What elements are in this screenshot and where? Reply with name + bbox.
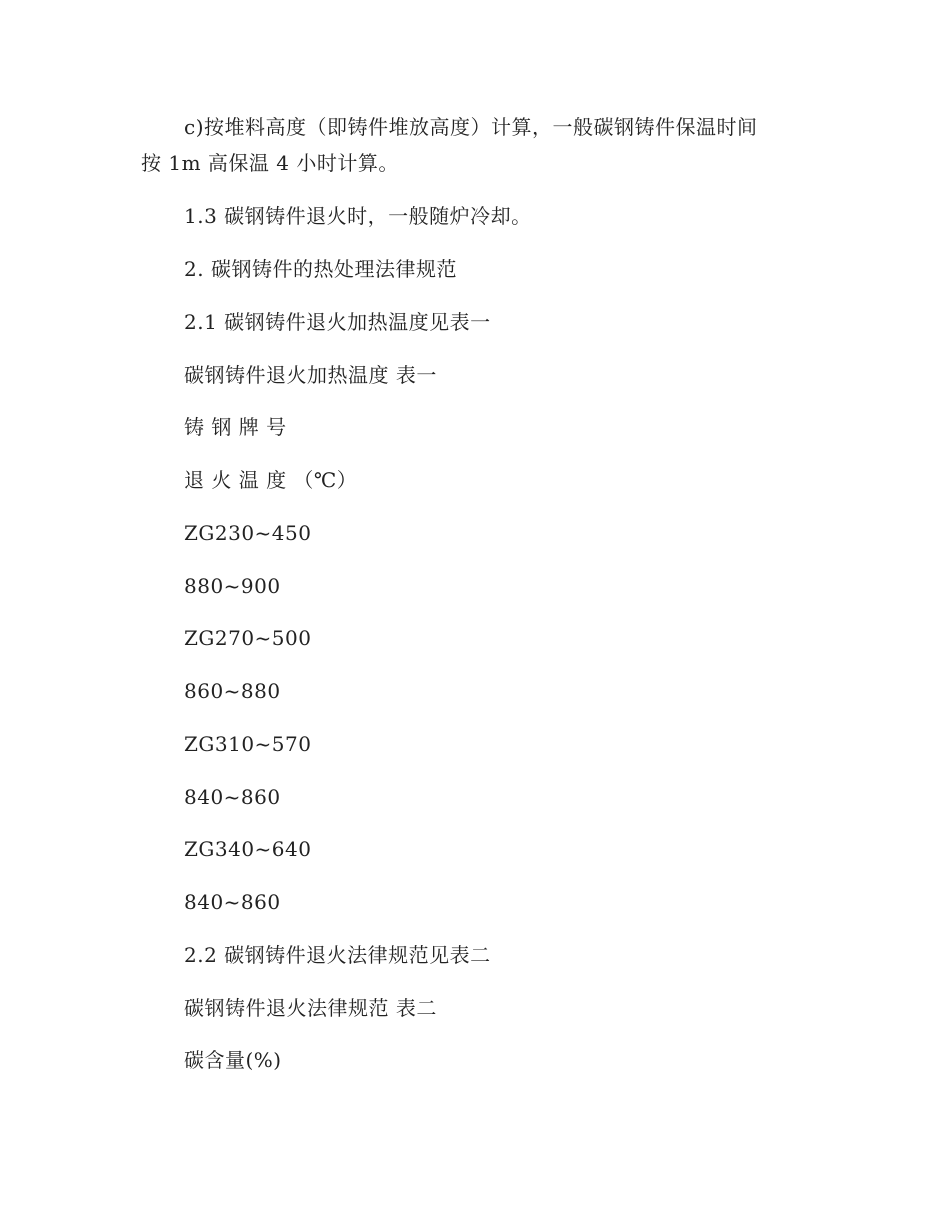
table-cell-temperature: 840~860 (184, 785, 281, 809)
table-cell-temperature: 880~900 (184, 574, 281, 598)
table-cell-temperature: 860~880 (184, 679, 281, 703)
table-cell-grade: ZG230~450 (184, 521, 312, 545)
section-heading: 2. 碳钢铸件的热处理法律规范 (184, 257, 457, 281)
table-caption: 碳钢铸件退火法律规范 表二 (184, 996, 437, 1020)
paragraph-line: 1.3 碳钢铸件退火时，一般随炉冷却。 (184, 204, 532, 228)
table-caption: 碳钢铸件退火加热温度 表一 (184, 363, 437, 387)
table-cell-grade: ZG310~570 (184, 732, 312, 756)
table-cell-grade: ZG270~500 (184, 626, 312, 650)
table-header-carbon: 碳含量(%) (184, 1048, 282, 1072)
table-cell-temperature: 840~860 (184, 890, 281, 914)
table-cell-grade: ZG340~640 (184, 837, 312, 861)
subsection-heading: 2.1 碳钢铸件退火加热温度见表一 (184, 310, 491, 334)
table-header-temperature: 退 火 温 度 （℃） (184, 468, 358, 492)
subsection-heading: 2.2 碳钢铸件退火法律规范见表二 (184, 943, 491, 967)
paragraph-line: 按 1m 高保温 4 小时计算。 (141, 151, 399, 175)
table-header-grade: 铸 钢 牌 号 (184, 415, 287, 439)
paragraph-line: c)按堆料高度（即铸件堆放高度）计算，一般碳钢铸件保温时间 (184, 115, 758, 139)
